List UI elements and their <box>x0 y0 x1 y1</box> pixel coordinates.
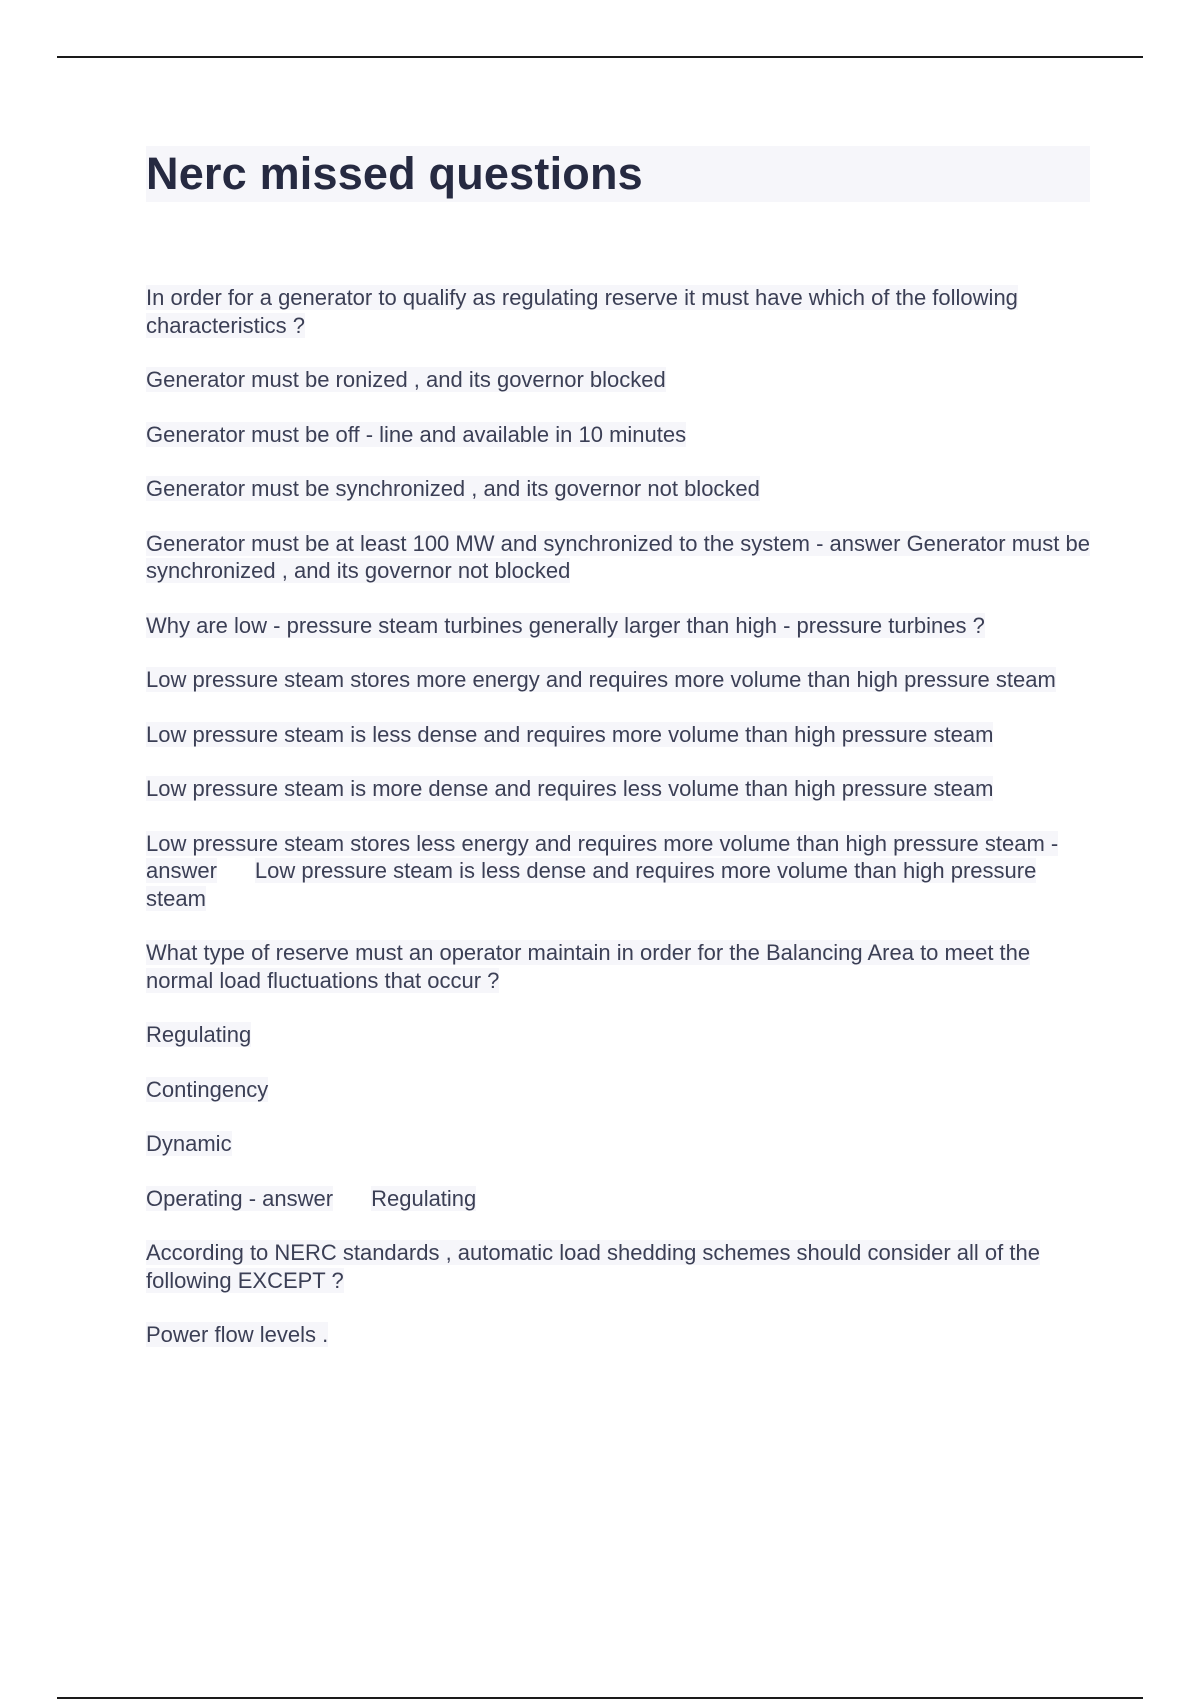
top-rule <box>57 56 1143 58</box>
option-2a: Low pressure steam stores more energy and requires more volume than high pressure steam <box>146 667 1056 692</box>
bottom-rule <box>57 1697 1143 1699</box>
option-1a: Generator must be ronized , and its governor blocked <box>146 367 666 392</box>
document-body <box>146 284 1096 1376</box>
option-3c: Dynamic <box>146 1131 232 1156</box>
option-4a: Power flow levels . <box>146 1322 329 1347</box>
option-2b: Low pressure steam is less dense and requires more volume than high pressure steam <box>146 721 994 747</box>
option-3d-answer: Operating - answer Regulating <box>146 1185 477 1211</box>
option-1c: Generator must be synchronized , and its governor not blocked <box>146 476 760 501</box>
option-2d-answer: Low pressure steam stores less energy and requires more volume than high pressure steam - answer Low pressure steam is less dense and requires more volume than high pressure steam <box>146 830 1059 911</box>
question-3: What type of reserve must an operator maintain in order for the Balancing Area to meet the normal load fluctuations that occur ? <box>146 940 1031 993</box>
question-2: Why are low - pressure steam turbines generally larger than high - pressure turbines ? <box>146 612 985 638</box>
option-1b: Generator must be off - line and available in 10 minutes <box>146 421 687 447</box>
option-3a: Regulating <box>146 1022 252 1047</box>
option-1d-answer: Generator must be at least 100 MW and synchronized to the system - answer Generator must be synchronized , and its governor not blocked <box>146 530 1090 583</box>
option-2c: Low pressure steam is more dense and requires less volume than high pressure steam <box>146 776 994 801</box>
question-1: In order for a generator to qualify as regulating reserve it must have which of the following characteristics ? <box>146 285 1018 338</box>
page-title: Nerc missed questions <box>146 148 643 199</box>
question-4: According to NERC standards , automatic load shedding schemes should consider all of the following EXCEPT ? <box>146 1240 1040 1293</box>
option-3b: Contingency <box>146 1076 269 1102</box>
